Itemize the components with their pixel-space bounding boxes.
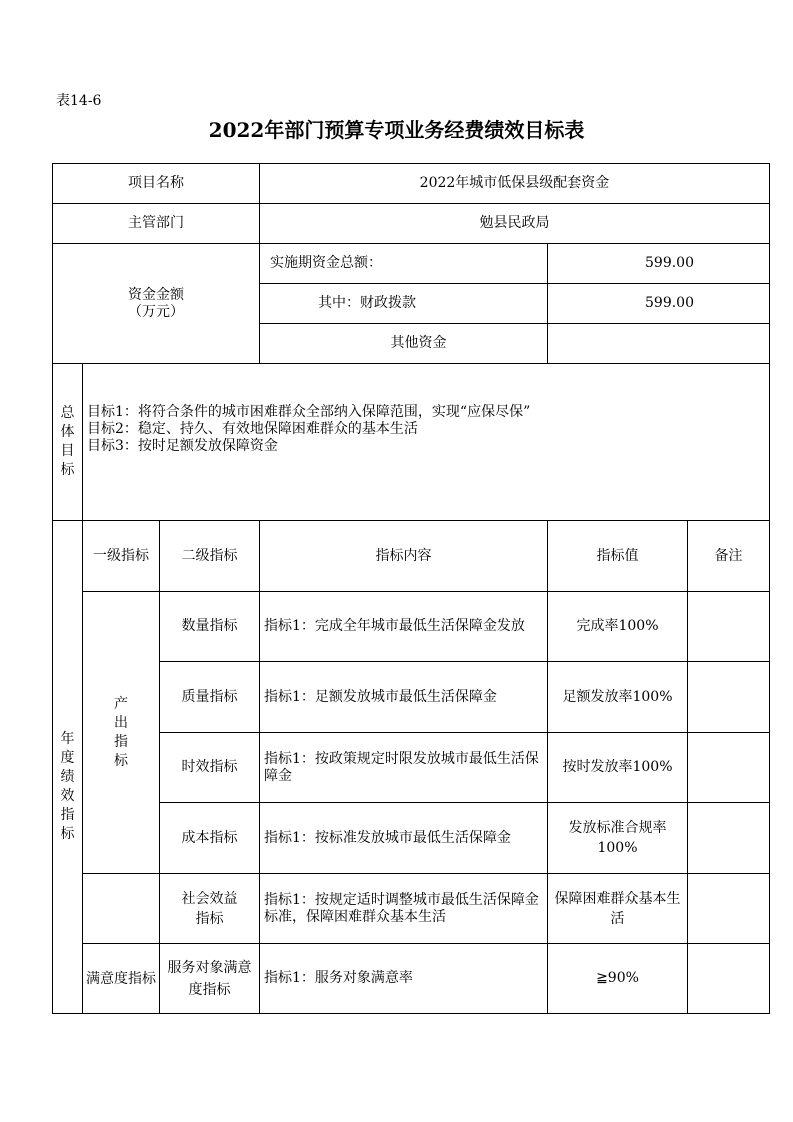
indicator-note-cell (688, 803, 770, 874)
indicator-note-cell (688, 874, 770, 944)
fund-amount-label-cell (53, 244, 260, 364)
goal-item: 目标1：将符合条件的城市困难群众全部纳入保障范围，实现“应保尽保” (87, 404, 531, 420)
indicator-value-cell (548, 874, 688, 944)
indicator-value-cell: 完成率100% (548, 592, 688, 662)
indicator-note-cell (688, 662, 770, 733)
header-level1: 一级指标 (83, 521, 160, 592)
total-fund-value: 599.00 (548, 244, 770, 284)
satisfaction-indicators-label: 满意度指标 (86, 970, 156, 987)
level2-cell: 成本指标 (160, 803, 260, 874)
goal-item: 目标3：按时足额发放保障资金 (87, 438, 278, 454)
overall-goals-label-cell (53, 364, 83, 521)
overall-goals-content (83, 364, 770, 521)
indicator-content-cell: 指标1：按规定适时调整城市最低生活保障金标准，保障困难群众基本生活 (260, 874, 548, 944)
indicator-value-cell: 按时发放率100% (548, 733, 688, 803)
project-name-value: 2022年城市低保县级配套资金 (260, 164, 770, 204)
department-row (53, 204, 770, 244)
level2-cell (160, 944, 260, 1014)
indicator-value-cell: 足额发放率100% (548, 662, 688, 733)
department-label: 主管部门 (53, 204, 260, 244)
level2-text: 社会效益指标 (181, 890, 238, 927)
indicator-note-cell (688, 592, 770, 662)
indicator-row (53, 662, 770, 733)
other-fund-value (548, 324, 770, 364)
level2-cell: 时效指标 (160, 733, 260, 803)
indicator-content-cell: 指标1：服务对象满意率 (260, 944, 548, 1014)
table-number: 表14-6 (56, 93, 102, 109)
fund-amount-unit: （万元） (128, 303, 184, 320)
project-name-label: 项目名称 (53, 164, 260, 204)
output-indicators-cell (83, 592, 160, 874)
indicator-row (53, 733, 770, 803)
indicator-value-cell: ≧90% (548, 944, 688, 1014)
department-value: 勉县民政局 (260, 204, 770, 244)
other-fund-label: 其他资金 (260, 324, 548, 364)
output-indicators-label: 产出指标 (114, 695, 128, 769)
level2-cell (160, 874, 260, 944)
indicator-content-cell: 指标1：按政策规定时限发放城市最低生活保障金 (260, 733, 548, 803)
header-content: 指标内容 (260, 521, 548, 592)
level2-cell: 数量指标 (160, 592, 260, 662)
goal-item: 目标2：稳定、持久、有效地保障困难群众的基本生活 (87, 421, 418, 437)
indicator-row (53, 944, 770, 1014)
annual-indicators-label-cell (53, 521, 83, 1014)
annual-indicators-label: 年度绩效指标 (60, 731, 75, 842)
total-fund-label: 实施期资金总额： (260, 244, 548, 284)
indicator-value-cell (548, 803, 688, 874)
overall-goals-row (53, 364, 770, 521)
performance-target-table (52, 163, 770, 1014)
overall-goals-label: 总体目标 (60, 405, 75, 478)
indicator-row (53, 803, 770, 874)
level2-cell: 质量指标 (160, 662, 260, 733)
indicator-content-cell: 指标1：足额发放城市最低生活保障金 (260, 662, 548, 733)
indicator-note-cell (688, 733, 770, 803)
project-name-row (53, 164, 770, 204)
indicator-header-row (53, 521, 770, 592)
fund-total-row (53, 244, 770, 284)
header-level2: 二级指标 (160, 521, 260, 592)
satisfaction-indicators-cell (83, 944, 160, 1014)
indicator-value-text: 发放标准合规率100% (568, 820, 667, 856)
indicator-row (53, 592, 770, 662)
fiscal-fund-value: 599.00 (548, 284, 770, 324)
indicator-note-cell (688, 944, 770, 1014)
indicator-content-cell: 指标1：按标准发放城市最低生活保障金 (260, 803, 548, 874)
level1-empty-cell (83, 874, 160, 944)
header-value: 指标值 (548, 521, 688, 592)
header-note: 备注 (688, 521, 770, 592)
document-title: 2022年部门预算专项业务经费绩效目标表 (208, 118, 585, 142)
level2-text: 服务对象满意度指标 (167, 959, 252, 998)
indicator-row (53, 874, 770, 944)
indicator-content-cell: 指标1：完成全年城市最低生活保障金发放 (260, 592, 548, 662)
fund-amount-label: 资金金额 (128, 286, 184, 303)
fiscal-fund-label: 其中：财政拨款 (260, 284, 548, 324)
indicator-value-text: 保障困难群众基本生活 (554, 890, 681, 927)
